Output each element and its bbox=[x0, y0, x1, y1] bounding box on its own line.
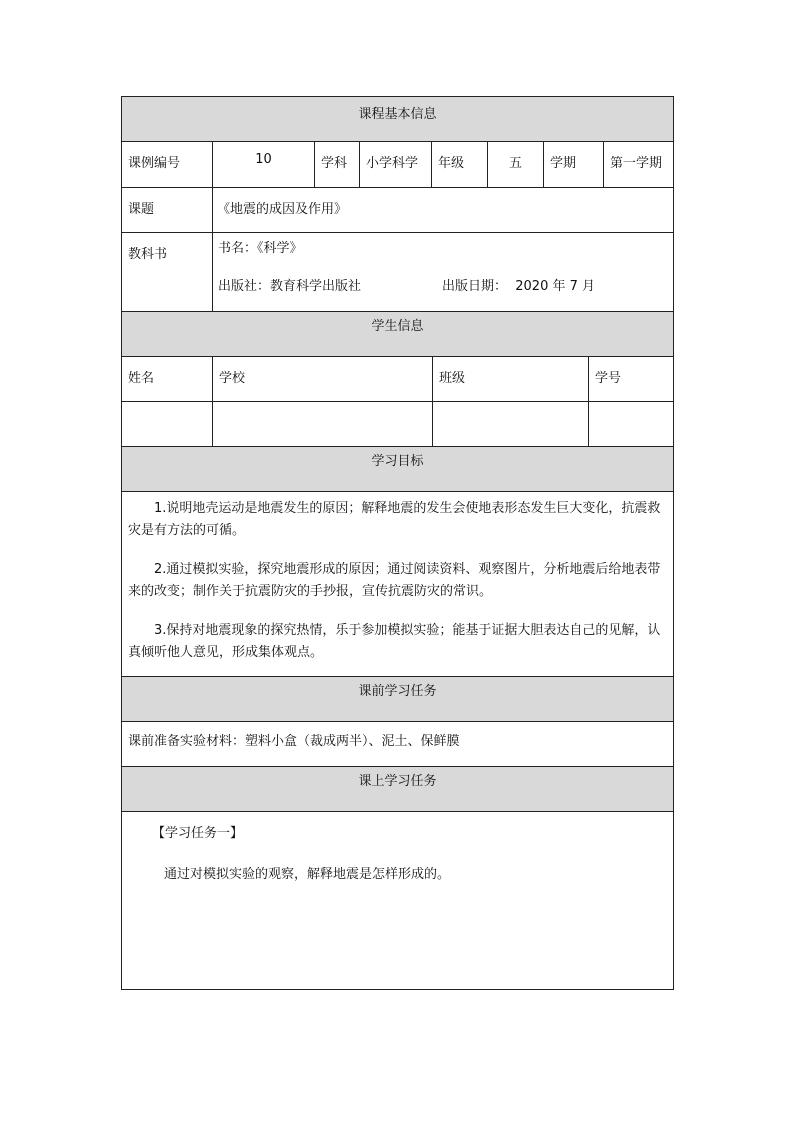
grade-label: 年级 bbox=[431, 142, 487, 187]
textbook-details bbox=[212, 233, 673, 311]
in-class-content bbox=[122, 812, 673, 989]
term-label: 学期 bbox=[543, 142, 603, 187]
book-name: 书名：《科学》 bbox=[218, 241, 303, 256]
publish-date: 出版日期： 2020 年 7 月 bbox=[442, 279, 596, 294]
goal-item-1: 1.说明地壳运动是地震发生的原因；解释地震的发生会使地表形态发生巨大变化，抗震救灾是有方法的可循。 bbox=[128, 501, 661, 538]
task-one-title: 【学习任务一】 bbox=[152, 826, 244, 841]
course-info-header bbox=[122, 97, 673, 142]
pre-class-header bbox=[122, 677, 673, 722]
pre-class-content bbox=[122, 722, 673, 767]
case-no-value: 10 bbox=[212, 142, 314, 187]
student-info-header-text: 学生信息 bbox=[371, 319, 424, 334]
topic-row bbox=[122, 188, 673, 233]
student-values-row bbox=[122, 402, 673, 447]
task-one-content: 通过对模拟实验的观察，解释地震是怎样形成的。 bbox=[164, 867, 451, 882]
class-label: 班级 bbox=[432, 357, 588, 401]
subject-label: 学科 bbox=[314, 142, 359, 187]
topic-label: 课题 bbox=[128, 202, 155, 217]
grade-value: 五 bbox=[487, 142, 543, 187]
textbook-row bbox=[122, 233, 673, 312]
goal-item-2: 2.通过模拟实验，探究地震形成的原因；通过阅读资料、观察图片，分析地震后给地表带来的改变；制作关于抗震防灾的手抄报，宣传抗震防灾的常识。 bbox=[128, 562, 661, 599]
student-no-field[interactable] bbox=[588, 402, 673, 446]
student-no-label: 学号 bbox=[588, 357, 673, 401]
goals-header bbox=[122, 447, 673, 492]
textbook-label: 教科书 bbox=[128, 247, 168, 262]
course-basic-row bbox=[122, 142, 673, 188]
in-class-header-text: 课上学习任务 bbox=[358, 774, 437, 789]
topic-value: 《地震的成因及作用》 bbox=[212, 188, 673, 232]
course-info-header-text: 课程基本信息 bbox=[358, 107, 437, 122]
name-field[interactable] bbox=[122, 402, 212, 446]
term-value: 第一学期 bbox=[603, 142, 673, 187]
goal-item-3: 3.保持对地震现象的探究热情，乐于参加模拟实验；能基于证据大胆表达自己的见解，认真倾听他人意见，形成集体观点。 bbox=[128, 623, 661, 660]
class-field[interactable] bbox=[432, 402, 588, 446]
publisher: 出版社：教育科学出版社 bbox=[218, 279, 362, 294]
goals-header-text: 学习目标 bbox=[371, 454, 424, 469]
student-info-header bbox=[122, 312, 673, 357]
name-label: 姓名 bbox=[128, 371, 155, 386]
in-class-header bbox=[122, 767, 673, 812]
school-field[interactable] bbox=[212, 402, 432, 446]
student-labels-row bbox=[122, 357, 673, 402]
pre-class-header-text: 课前学习任务 bbox=[358, 684, 437, 699]
goals-content bbox=[122, 492, 673, 677]
subject-value: 小学科学 bbox=[359, 142, 431, 187]
pre-class-materials: 课前准备实验材料：塑料小盒（裁成两半）、泥土、保鲜膜 bbox=[128, 734, 460, 749]
lesson-form-table bbox=[121, 96, 674, 990]
school-label: 学校 bbox=[212, 357, 432, 401]
case-no-label: 课例编号 bbox=[128, 156, 181, 171]
